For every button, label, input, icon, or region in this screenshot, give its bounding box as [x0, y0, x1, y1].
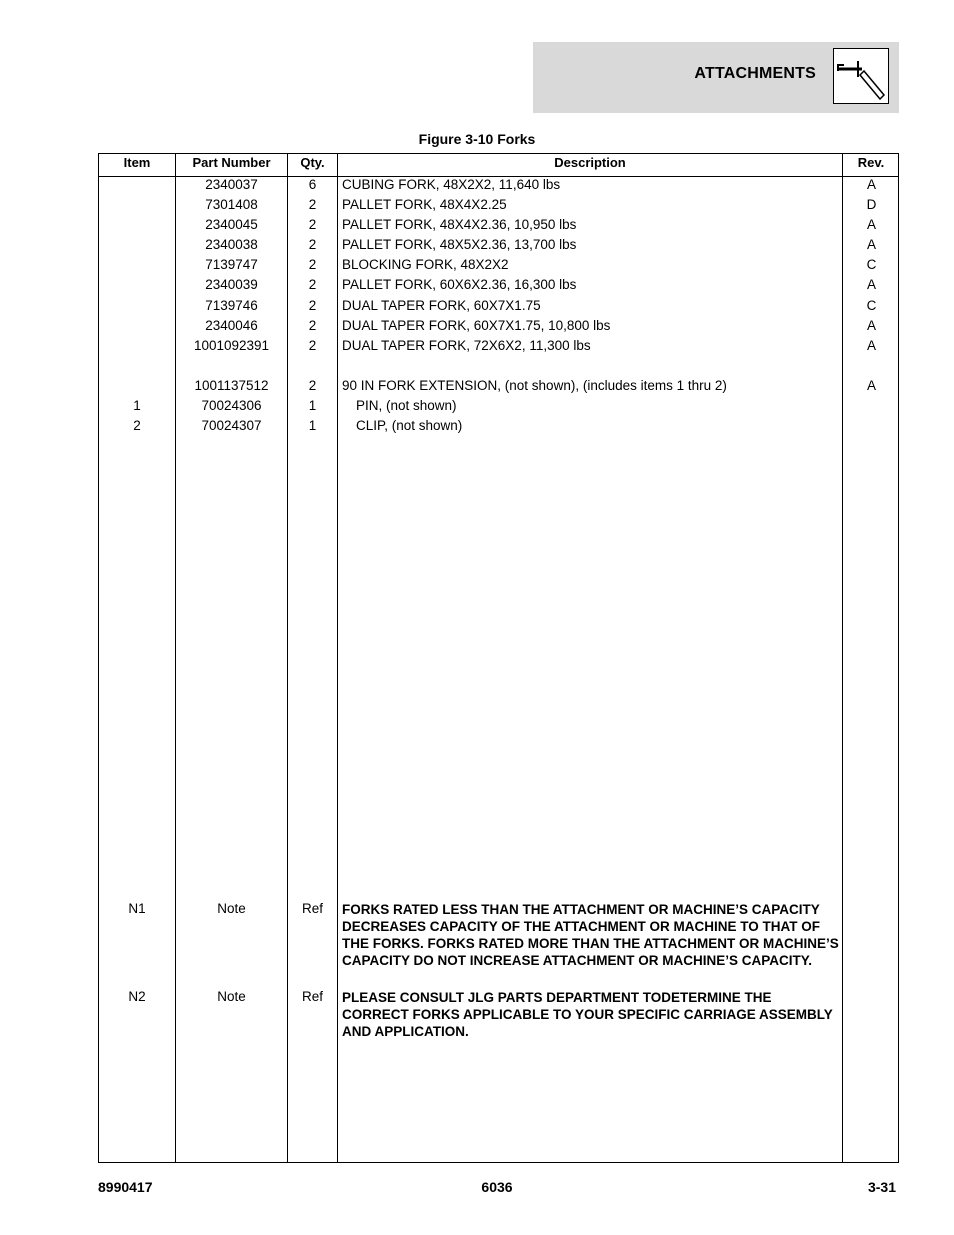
- row-part-number: 2340037: [205, 177, 258, 192]
- row-description: BLOCKING FORK, 48X2X2: [342, 257, 509, 272]
- row-part-number: 2340045: [205, 217, 258, 232]
- row-item: 2: [133, 418, 141, 433]
- note-qty: Ref: [301, 901, 323, 916]
- fork-attachment-icon: [833, 48, 889, 104]
- row-rev: A: [866, 237, 876, 252]
- row-qty: 1: [308, 418, 317, 433]
- row-part-number: 2340046: [205, 318, 258, 333]
- note-qty: Ref: [301, 989, 323, 1004]
- section-title: ATTACHMENTS: [694, 65, 816, 82]
- header-rev: Rev.: [857, 155, 885, 170]
- row-qty: 2: [308, 197, 317, 212]
- note-part: Note: [217, 989, 246, 1004]
- row-part-number: 70024307: [201, 418, 262, 433]
- row-part-number: 2340038: [205, 237, 258, 252]
- row-rev: A: [866, 318, 876, 333]
- row-description: CUBING FORK, 48X2X2, 11,640 lbs: [342, 177, 561, 192]
- row-description: DUAL TAPER FORK, 60X7X1.75: [342, 298, 541, 313]
- row-rev: A: [866, 177, 876, 192]
- figure-title: Figure 3-10 Forks: [418, 131, 536, 147]
- note-part: Note: [217, 901, 246, 916]
- footer-doc-number: 8990417: [98, 1179, 153, 1195]
- note-item: N1: [128, 901, 146, 916]
- note-item: N2: [128, 989, 146, 1004]
- row-qty: 2: [308, 217, 317, 232]
- row-part-number: 7301408: [205, 197, 258, 212]
- row-qty: 2: [308, 277, 317, 292]
- row-qty: 2: [308, 318, 317, 333]
- row-qty: 2: [308, 298, 317, 313]
- row-part-number: 7139747: [205, 257, 258, 272]
- header-description: Description: [554, 155, 626, 170]
- row-rev: C: [866, 298, 877, 313]
- row-rev: A: [866, 277, 876, 292]
- row-rev: A: [866, 378, 876, 393]
- row-qty: 2: [308, 257, 317, 272]
- row-qty: 2: [308, 378, 317, 393]
- row-description: PIN, (not shown): [356, 398, 457, 413]
- header-item: Item: [123, 155, 151, 170]
- note-description: PLEASE CONSULT JLG PARTS DEPARTMENT TODETERMINE THE CORRECT FORKS APPLICABLE TO YOUR SPECIFIC CARRIAGE ASSEMBLY AND APPLICATION.: [342, 990, 833, 1039]
- header-qty: Qty.: [300, 155, 325, 170]
- row-qty: 2: [308, 338, 317, 353]
- row-part-number: 1001137512: [194, 378, 269, 393]
- row-description: CLIP, (not shown): [356, 418, 463, 433]
- row-description: PALLET FORK, 60X6X2.36, 16,300 lbs: [342, 277, 577, 292]
- row-rev: D: [866, 197, 877, 212]
- parts-table: [98, 153, 899, 1163]
- row-description: DUAL TAPER FORK, 60X7X1.75, 10,800 lbs: [342, 318, 611, 333]
- row-description: PALLET FORK, 48X5X2.36, 13,700 lbs: [342, 237, 577, 252]
- header-part-number: Part Number: [192, 155, 271, 170]
- row-part-number: 70024306: [201, 398, 262, 413]
- row-qty: 2: [308, 237, 317, 252]
- row-qty: 1: [308, 398, 317, 413]
- row-qty: 6: [308, 177, 317, 192]
- row-description: PALLET FORK, 48X4X2.25: [342, 197, 507, 212]
- row-rev: A: [866, 338, 876, 353]
- row-description: 90 IN FORK EXTENSION, (not shown), (includes items 1 thru 2): [342, 378, 727, 393]
- row-part-number: 7139746: [205, 298, 258, 313]
- row-item: 1: [133, 398, 141, 413]
- footer-model: 6036: [481, 1179, 513, 1195]
- row-description: PALLET FORK, 48X4X2.36, 10,950 lbs: [342, 217, 577, 232]
- row-description: DUAL TAPER FORK, 72X6X2, 11,300 lbs: [342, 338, 591, 353]
- note-description: FORKS RATED LESS THAN THE ATTACHMENT OR MACHINE’S CAPACITY DECREASES CAPACITY OF THE ATTACHMENT OR MACHINE TO THAT OF THE FORKS. FORKS RATED MORE THAN THE ATTACHMENT OR MACHINE’S CAPACITY DO NOT INCREASE ATTACHMENT OR MACHINE’S CAPACITY.: [342, 902, 839, 968]
- row-rev: C: [866, 257, 877, 272]
- footer-page-number: 3-31: [867, 1179, 896, 1195]
- row-rev: A: [866, 217, 876, 232]
- row-part-number: 1001092391: [193, 338, 270, 353]
- row-part-number: 2340039: [205, 277, 258, 292]
- section-tab: [533, 42, 899, 113]
